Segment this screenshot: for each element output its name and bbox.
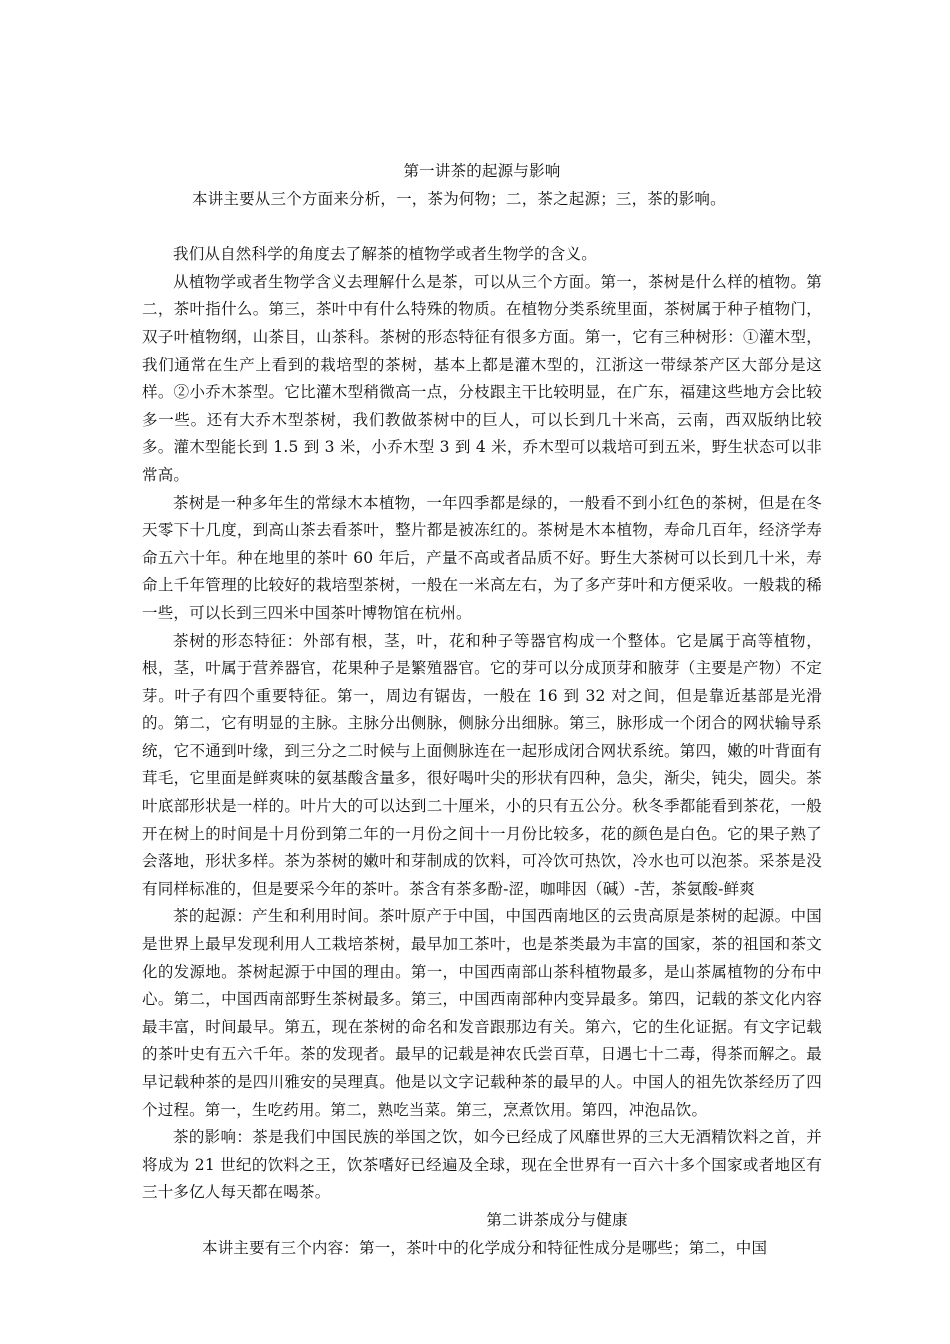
lecture-1-intro: 本讲主要从三个方面来分析，一，茶为何物；二，茶之起源；三，茶的影响。	[192, 189, 726, 208]
paragraph-morphology: 茶树的形态特征：外部有根，茎，叶，花和种子等器官构成一个整体。它是属于高等植物，根，茎，叶属于营养器官，花果种子是繁殖器官。它的芽可以分成顶芽和腋芽（主要是产物）不定芽。叶子有四个重要特征。第一，周边有锯齿，一般在 16 到 32 对之间，但是靠近基部是光滑的。第二，它有明显的主脉。主脉分出侧脉，侧脉分出细脉。第三，脉形成一个闭合的网状输导系统，它不通到叶缘，到三分之二时候与上面侧脉连在一起形成闭合网状系统。第四，嫩的叶背面有茸毛，它里面是鲜爽味的氨基酸含量多，很好喝叶尖的形状有四种，急尖，渐尖，钝尖，圆尖。茶叶底部形状是一样的。叶片大的可以达到二十厘米，小的只有五公分。秋冬季都能看到茶花，一般开在树上的时间是十月份到第二年的一月份之间十一月份比较多，花的颜色是白色。它的果子熟了会落地，形状多样。茶为茶树的嫩叶和芽制成的饮料，可冷饮可热饮，冷水也可以泡茶。采茶是没有同样标准的，但是要采今年的茶叶。茶含有茶多酚-涩，咖啡因（碱）-苦，茶氨酸-鲜爽	[142, 631, 822, 898]
paragraph-origin: 茶的起源：产生和利用时间。茶叶原产于中国，中国西南地区的云贵高原是茶树的起源。中国是世界上最早发现利用人工栽培茶树，最早加工茶叶，也是茶类最为丰富的国家，茶的祖国和茶文化的发源地。茶树起源于中国的理由。第一，中国西南部山茶科植物最多，是山茶属植物的分布中心。第二，中国西南部野生茶树最多。第三，中国西南部种内变异最多。第四，记载的茶文化内容最丰富，时间最早。第五，现在茶树的命名和发音跟那边有关。第六，它的生化证据。有文字记载的茶叶史有五六千年。茶的发现者。最早的记载是神农氏尝百草，日遇七十二毒，得茶而解之。最早记载种茶的是四川雅安的吴理真。他是以文字记载种茶的最早的人。中国人的祖先饮茶经历了四个过程。第一，生吃药用。第二，熟吃当菜。第三，烹煮饮用。第四，冲泡品饮。	[142, 907, 822, 1119]
paragraph-science-perspective: 我们从自然科学的角度去了解茶的植物学或者生物学的含义。	[173, 245, 597, 264]
paragraph-tree-lifespan: 茶树是一种多年生的常绿木本植物，一年四季都是绿的，一般看不到小红色的茶树，但是在冬天零下十几度，到高山茶去看茶叶，整片都是被冻红的。茶树是木本植物，寿命几百年，经济学寿命五六十年。种在地里的茶叶 60 年后，产量不高或者品质不好。野生大茶树可以长到几十米，寿命上千年管理的比较好的栽培型茶树，一般在一米高左右，为了多产芽叶和方便采收。一般栽的稀一些，可以长到三四米中国茶叶博物馆在杭州。	[142, 493, 822, 622]
paragraph-influence: 茶的影响：茶是我们中国民族的举国之饮，如今已经成了风靡世界的三大无酒精饮料之首，并将成为 21 世纪的饮料之王，饮茶嗜好已经遍及全球，现在全世界有一百六十多个国家或者地区有三十多亿人每天都在喝茶。	[142, 1128, 822, 1202]
paragraph-gap	[142, 213, 822, 241]
document-page	[142, 158, 822, 1262]
lecture-2-intro: 本讲主要有三个内容：第一，茶叶中的化学成分和特征性成分是哪些；第二，中国	[202, 1238, 768, 1257]
lecture-2-title: 第二讲茶成分与健康	[486, 1210, 628, 1229]
lecture-1-title: 第一讲茶的起源与影响	[403, 162, 561, 180]
paragraph-tree-definition: 从植物学或者生物学含义去理解什么是茶，可以从三个方面。第一，茶树是什么样的植物。第二，茶叶指什么。第三，茶叶中有什么特殊的物质。在植物分类系统里面，茶树属于种子植物门，双子叶植物纲，山茶目，山茶科。茶树的形态特征有很多方面。第一，它有三种树形：①灌木型，我们通常在生产上看到的栽培型的茶树，基本上都是灌木型的，江浙这一带绿茶产区大部分是这样。②小乔木茶型。它比灌木型稍微高一点，分枝跟主干比较明显，在广东，福建这些地方会比较多一些。还有大乔木型茶树，我们教做茶树中的巨人，可以长到几十米高，云南，西双版纳比较多。灌木型能长到 1.5 到 3 米，小乔木型 3 到 4 米，乔木型可以栽培可到五米，野生状态可以非常高。	[142, 272, 822, 484]
